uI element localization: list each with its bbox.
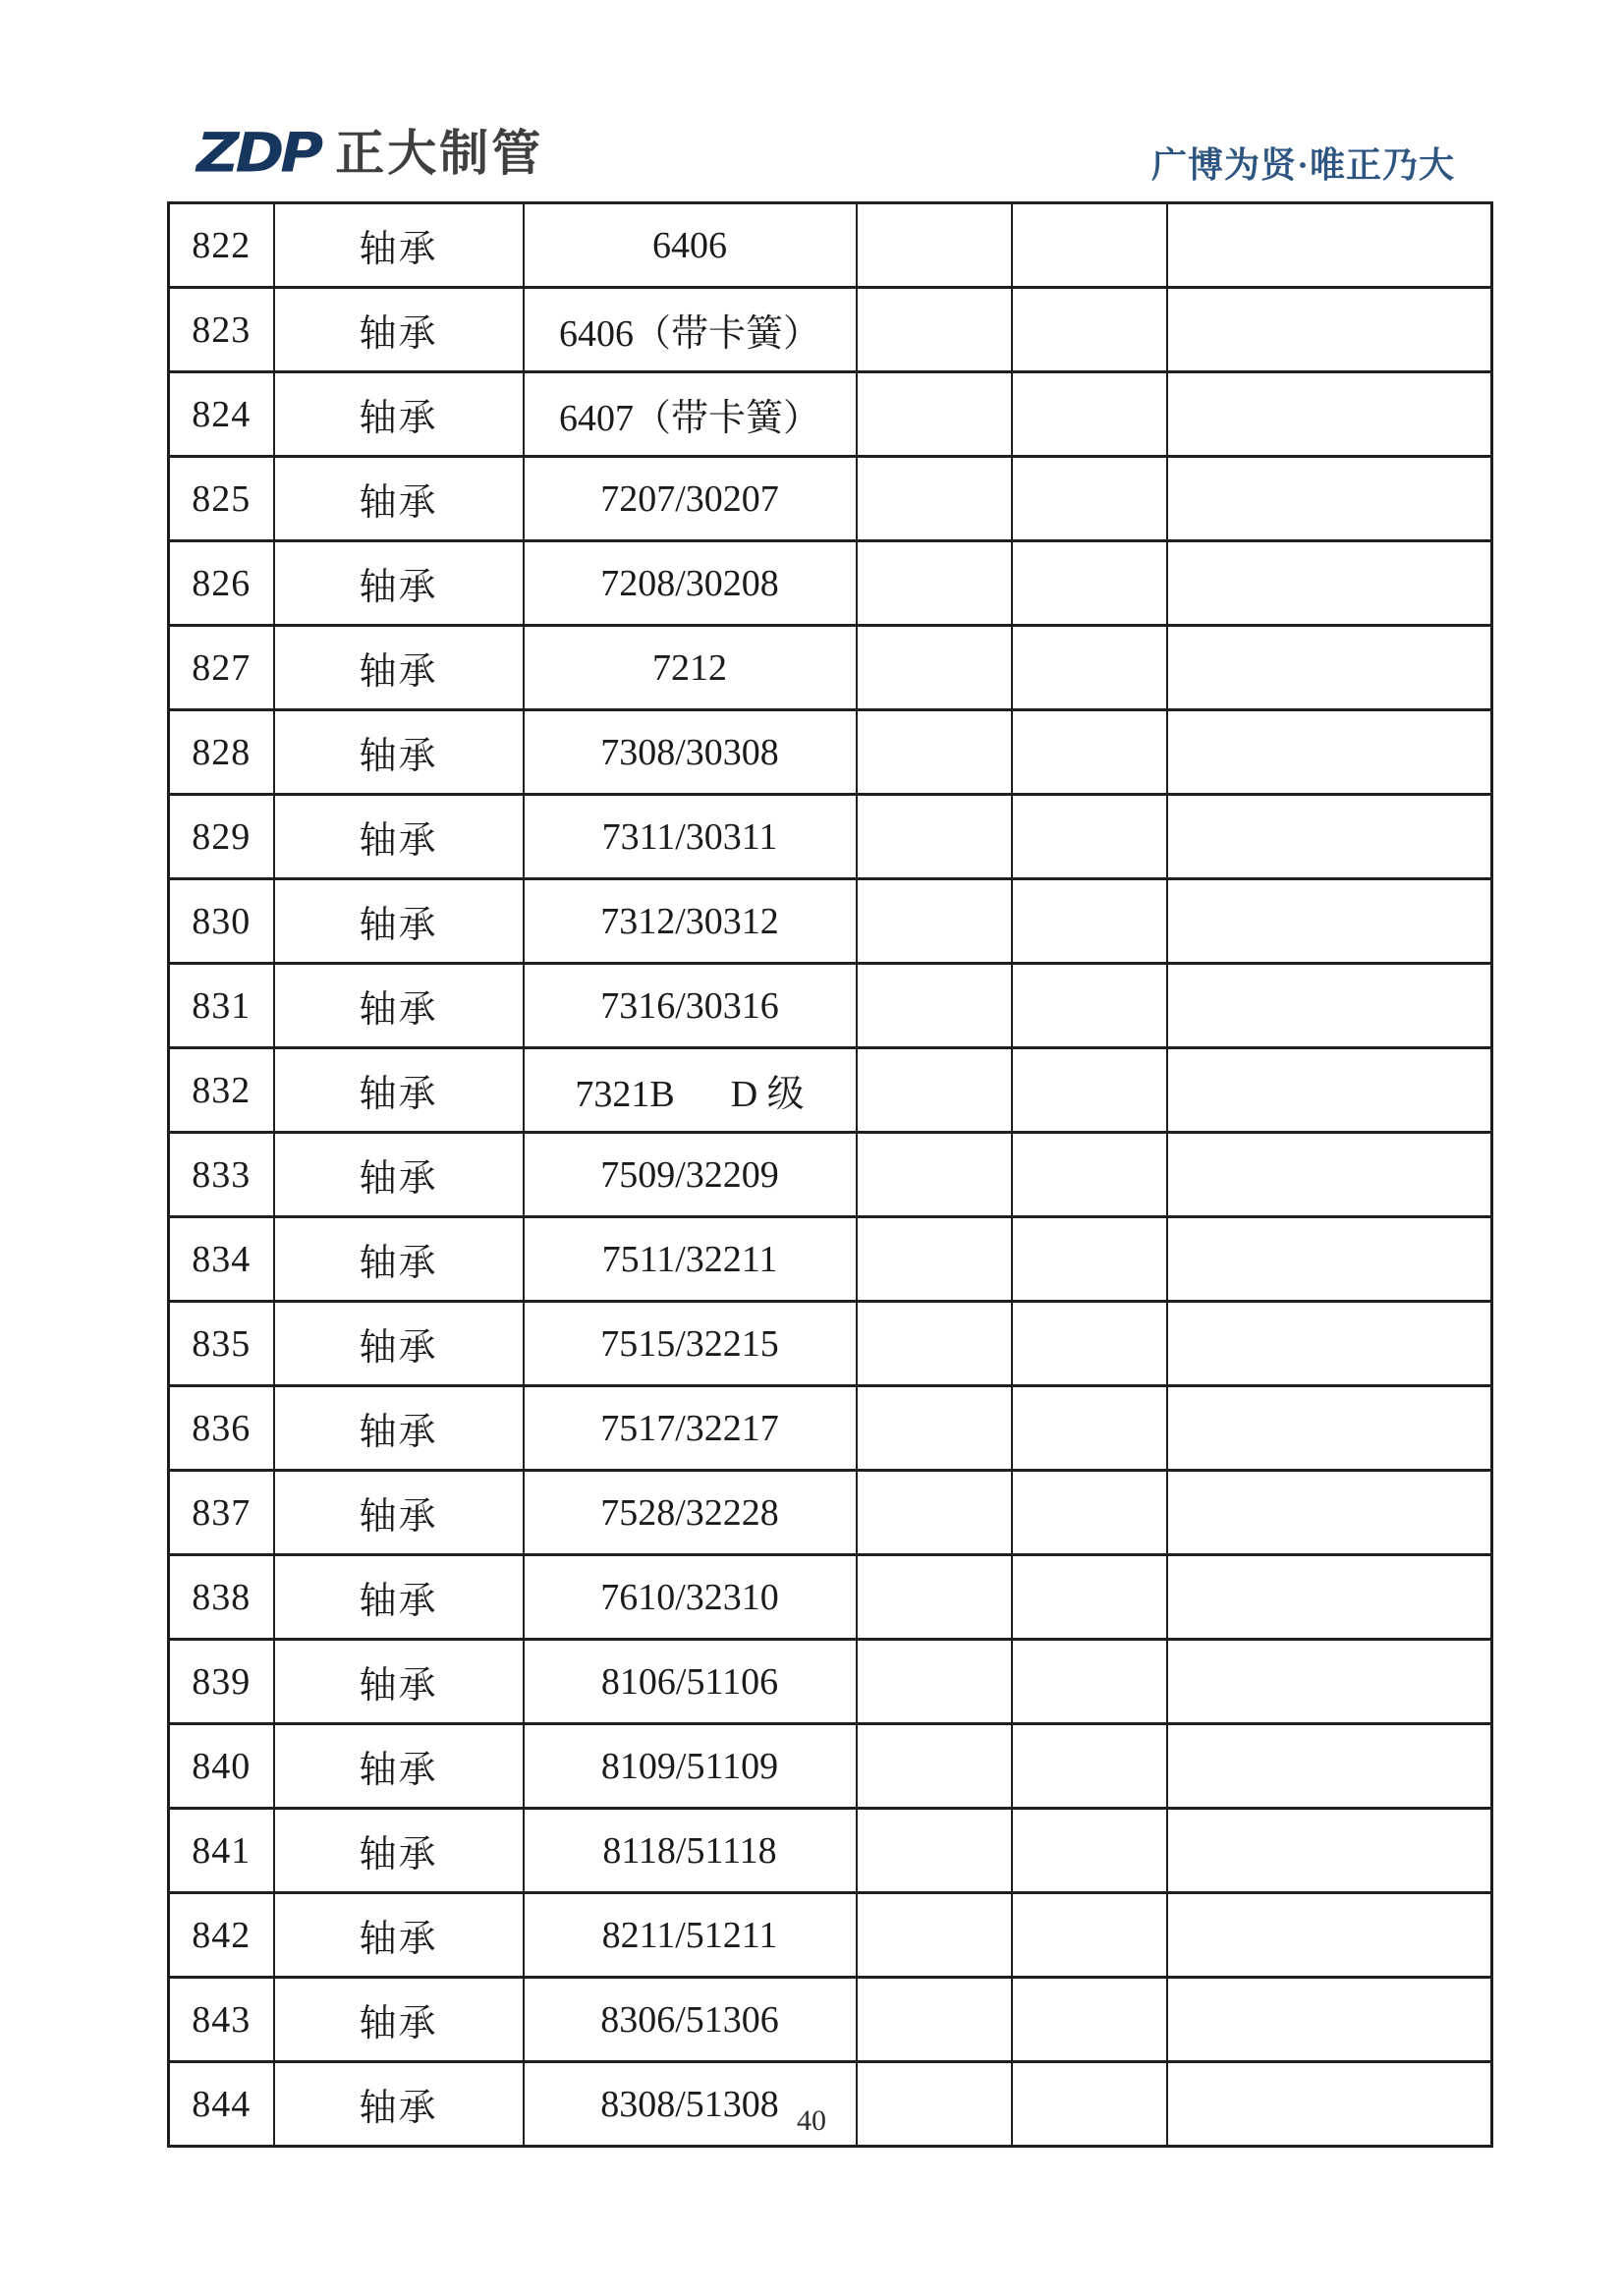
part-name-cell: 轴承 [274, 1471, 524, 1555]
part-name-cell: 轴承 [274, 203, 524, 288]
table-row [169, 1893, 1492, 1978]
part-name-cell: 轴承 [274, 795, 524, 879]
empty-cell-3 [1167, 1048, 1492, 1133]
empty-cell-2 [1012, 1978, 1167, 2062]
empty-cell-3 [1167, 1471, 1492, 1555]
empty-cell-3 [1167, 795, 1492, 879]
empty-cell-1 [857, 1555, 1012, 1640]
part-model-cell: 7308/30308 [524, 710, 857, 795]
part-name-cell: 轴承 [274, 1978, 524, 2062]
empty-cell-3 [1167, 1302, 1492, 1386]
empty-cell-2 [1012, 457, 1167, 541]
part-name-cell: 轴承 [274, 964, 524, 1048]
part-model-cell: 6406（带卡簧） [524, 288, 857, 372]
empty-cell-2 [1012, 1555, 1167, 1640]
table-row [169, 1640, 1492, 1724]
row-number-cell: 838 [169, 1555, 274, 1640]
part-model-cell: 8308/51308 [524, 2062, 857, 2147]
empty-cell-3 [1167, 964, 1492, 1048]
empty-cell-2 [1012, 1048, 1167, 1133]
row-number-cell: 828 [169, 710, 274, 795]
empty-cell-1 [857, 288, 1012, 372]
part-name-cell: 轴承 [274, 1302, 524, 1386]
empty-cell-3 [1167, 1133, 1492, 1217]
company-name: 正大制管 [335, 125, 544, 182]
table-row [169, 372, 1492, 457]
part-name-cell: 轴承 [274, 457, 524, 541]
empty-cell-1 [857, 964, 1012, 1048]
table-row [169, 1724, 1492, 1809]
part-model-cell: 7212 [524, 626, 857, 710]
row-number-cell: 842 [169, 1893, 274, 1978]
empty-cell-1 [857, 1471, 1012, 1555]
row-number-cell: 839 [169, 1640, 274, 1724]
empty-cell-1 [857, 372, 1012, 457]
part-model-cell: 6407（带卡簧） [524, 372, 857, 457]
empty-cell-3 [1167, 1217, 1492, 1302]
empty-cell-3 [1167, 541, 1492, 626]
empty-cell-2 [1012, 288, 1167, 372]
empty-cell-2 [1012, 964, 1167, 1048]
empty-cell-3 [1167, 626, 1492, 710]
part-name-cell: 轴承 [274, 372, 524, 457]
empty-cell-3 [1167, 1978, 1492, 2062]
empty-cell-2 [1012, 372, 1167, 457]
part-name-cell: 轴承 [274, 1809, 524, 1893]
empty-cell-2 [1012, 1133, 1167, 1217]
part-model-cell: 7509/32209 [524, 1133, 857, 1217]
part-name-cell: 轴承 [274, 541, 524, 626]
part-name-cell: 轴承 [274, 1893, 524, 1978]
table-row [169, 1302, 1492, 1386]
empty-cell-2 [1012, 1302, 1167, 1386]
empty-cell-3 [1167, 1640, 1492, 1724]
empty-cell-2 [1012, 1386, 1167, 1471]
part-name-cell: 轴承 [274, 879, 524, 964]
row-number-cell: 830 [169, 879, 274, 964]
company-slogan: 广博为贤·唯正乃大 [1151, 145, 1456, 185]
part-name-cell: 轴承 [274, 1555, 524, 1640]
row-number-cell: 834 [169, 1217, 274, 1302]
empty-cell-2 [1012, 795, 1167, 879]
empty-cell-2 [1012, 1724, 1167, 1809]
empty-cell-3 [1167, 288, 1492, 372]
empty-cell-1 [857, 710, 1012, 795]
table-row [169, 1555, 1492, 1640]
part-name-cell: 轴承 [274, 1724, 524, 1809]
part-model-cell: 7515/32215 [524, 1302, 857, 1386]
row-number-cell: 833 [169, 1133, 274, 1217]
part-name-cell: 轴承 [274, 1133, 524, 1217]
table-row [169, 1217, 1492, 1302]
company-logo [196, 121, 544, 186]
empty-cell-2 [1012, 1893, 1167, 1978]
empty-cell-2 [1012, 541, 1167, 626]
part-name-cell: 轴承 [274, 710, 524, 795]
table-row [169, 203, 1492, 288]
empty-cell-1 [857, 1809, 1012, 1893]
table-row [169, 795, 1492, 879]
row-number-cell: 824 [169, 372, 274, 457]
table-row [169, 879, 1492, 964]
empty-cell-3 [1167, 203, 1492, 288]
part-model-cell: 7311/30311 [524, 795, 857, 879]
empty-cell-1 [857, 1893, 1012, 1978]
part-model-cell: 7528/32228 [524, 1471, 857, 1555]
part-model-cell: 8306/51306 [524, 1978, 857, 2062]
empty-cell-1 [857, 626, 1012, 710]
row-number-cell: 837 [169, 1471, 274, 1555]
part-name-cell: 轴承 [274, 1048, 524, 1133]
empty-cell-1 [857, 1302, 1012, 1386]
empty-cell-3 [1167, 457, 1492, 541]
row-number-cell: 841 [169, 1809, 274, 1893]
row-number-cell: 836 [169, 1386, 274, 1471]
part-name-cell: 轴承 [274, 2062, 524, 2147]
empty-cell-1 [857, 795, 1012, 879]
empty-cell-2 [1012, 626, 1167, 710]
part-model-cell: 8106/51106 [524, 1640, 857, 1724]
part-model-cell: 6406 [524, 203, 857, 288]
table-row [169, 1133, 1492, 1217]
part-model-cell: 8211/51211 [524, 1893, 857, 1978]
part-name-cell: 轴承 [274, 1386, 524, 1471]
empty-cell-3 [1167, 1555, 1492, 1640]
empty-cell-1 [857, 1640, 1012, 1724]
part-model-cell: 7208/30208 [524, 541, 857, 626]
empty-cell-1 [857, 1217, 1012, 1302]
empty-cell-2 [1012, 1809, 1167, 1893]
part-model-cell: 7321B D 级 [524, 1048, 857, 1133]
empty-cell-2 [1012, 879, 1167, 964]
empty-cell-1 [857, 541, 1012, 626]
empty-cell-2 [1012, 1640, 1167, 1724]
row-number-cell: 823 [169, 288, 274, 372]
empty-cell-3 [1167, 879, 1492, 964]
empty-cell-1 [857, 457, 1012, 541]
table-row [169, 457, 1492, 541]
empty-cell-1 [857, 1724, 1012, 1809]
table-row [169, 541, 1492, 626]
row-number-cell: 843 [169, 1978, 274, 2062]
empty-cell-3 [1167, 372, 1492, 457]
table-row [169, 1048, 1492, 1133]
part-model-cell: 7316/30316 [524, 964, 857, 1048]
part-model-cell: 8109/51109 [524, 1724, 857, 1809]
empty-cell-2 [1012, 203, 1167, 288]
row-number-cell: 826 [169, 541, 274, 626]
empty-cell-3 [1167, 1386, 1492, 1471]
part-name-cell: 轴承 [274, 1640, 524, 1724]
part-model-cell: 7207/30207 [524, 457, 857, 541]
empty-cell-1 [857, 203, 1012, 288]
table-row [169, 288, 1492, 372]
empty-cell-2 [1012, 710, 1167, 795]
empty-cell-3 [1167, 1809, 1492, 1893]
row-number-cell: 835 [169, 1302, 274, 1386]
table-row [169, 1978, 1492, 2062]
table-row [169, 964, 1492, 1048]
part-model-cell: 7517/32217 [524, 1386, 857, 1471]
parts-table-body [169, 203, 1492, 2147]
part-model-cell: 7610/32310 [524, 1555, 857, 1640]
empty-cell-1 [857, 1048, 1012, 1133]
empty-cell-2 [1012, 1471, 1167, 1555]
empty-cell-3 [1167, 1893, 1492, 1978]
row-number-cell: 829 [169, 795, 274, 879]
part-model-cell: 7312/30312 [524, 879, 857, 964]
row-number-cell: 840 [169, 1724, 274, 1809]
table-row [169, 710, 1492, 795]
page-number: 40 [797, 2104, 826, 2137]
row-number-cell: 831 [169, 964, 274, 1048]
empty-cell-1 [857, 879, 1012, 964]
table-row [169, 1386, 1492, 1471]
row-number-cell: 844 [169, 2062, 274, 2147]
empty-cell-1 [857, 1386, 1012, 1471]
empty-cell-2 [1012, 1217, 1167, 1302]
empty-cell-1 [857, 1133, 1012, 1217]
part-name-cell: 轴承 [274, 626, 524, 710]
table-row [169, 1471, 1492, 1555]
part-model-cell: 7511/32211 [524, 1217, 857, 1302]
row-number-cell: 822 [169, 203, 274, 288]
zdp-logo-mark: ZDP [196, 121, 320, 186]
table-row [169, 1809, 1492, 1893]
row-number-cell: 832 [169, 1048, 274, 1133]
row-number-cell: 827 [169, 626, 274, 710]
part-name-cell: 轴承 [274, 288, 524, 372]
table-row [169, 626, 1492, 710]
empty-cell-1 [857, 1978, 1012, 2062]
parts-table [167, 201, 1493, 2148]
part-model-cell: 8118/51118 [524, 1809, 857, 1893]
empty-cell-3 [1167, 710, 1492, 795]
part-name-cell: 轴承 [274, 1217, 524, 1302]
row-number-cell: 825 [169, 457, 274, 541]
empty-cell-3 [1167, 1724, 1492, 1809]
